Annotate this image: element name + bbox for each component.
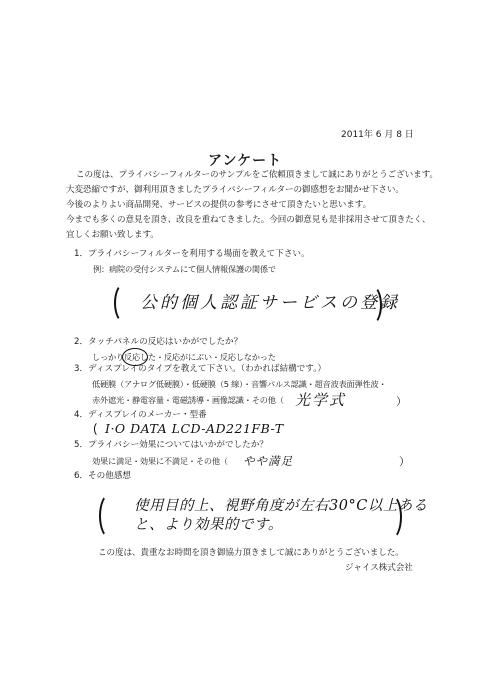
answer-1-open-paren	[114, 283, 134, 323]
closing-message: この度は、貴重なお時間を頂き御協力頂きまして誠にありがとうございました。	[98, 548, 404, 558]
answer-1-handwritten: 公的個人認証サービスの登録	[140, 293, 400, 313]
answer-6-line-1: 使用目的上、視野角度が左右30°C以上ある	[134, 498, 428, 514]
answer-3-close-paren: ）	[396, 395, 407, 408]
intro-line: 宜しくお願い致します。	[66, 230, 159, 240]
question-5: 5．プライバシー効果についてはいかがでしたか？	[74, 440, 268, 450]
answer-6-close-paren	[380, 494, 402, 540]
question-3-options-line-2: 赤外遮光・静電容量・電磁誘導・画像認識・その他（	[92, 395, 284, 405]
question-4: 4．ディスプレイのメーカー・型番	[74, 410, 207, 420]
question-1-example: 例：病院の受付システムにて個人情報保護の関係で	[93, 264, 276, 274]
intro-line: 大変恐縮ですが、御利用頂きましたプライバシーフィルターの御感想をお聞かせ下さい。	[66, 185, 404, 195]
question-2-options: しっかり反応した・反応がにぶい・反応しなかった	[92, 352, 276, 362]
answer-4-handwritten: I·O DATA LCD-AD221FB-T	[105, 421, 284, 436]
intro-line: 今後のよりよい商品開発、サービスの提供の参考にさせて頂きたいと思います。	[66, 200, 372, 210]
question-3-options-line-1: 低硬膜（アナログ低硬膜）・低硬膜（5 線）・音響パルス認識・超音波表面弾性波・	[92, 379, 387, 389]
question-1: 1．プライバシーフィルターを利用する場面を教えて下さい。	[74, 249, 310, 259]
question-6: 6．その他感想	[74, 471, 132, 481]
answer-6-open-paren	[99, 493, 121, 539]
company-name: ジャイス株式会社	[345, 563, 413, 573]
question-3: 3．ディスプレイのタイプを教えて下さい。（わかれば結構です。）	[74, 364, 327, 374]
answer-6-line-2: と、より効果的です。	[134, 517, 283, 533]
answer-5-close-paren: ）	[399, 455, 410, 468]
intro-line: 今までも多くの意見を頂き、改良を重ねてきました。今回の御意見も是非採用させて頂きたく、	[66, 215, 431, 225]
survey-date: 2011年 6 月 8 日	[341, 130, 414, 140]
question-2: 2．タッチパネルの反応はいかがでしたか？	[74, 337, 243, 347]
answer-3-handwritten: 光学式	[295, 391, 347, 409]
intro-line: この度は、プライバシーフィルターのサンプルをご依頼頂きまして誠にありがとうございます。	[76, 170, 438, 180]
answer-1-close-paren	[362, 285, 382, 325]
question-5-options: 効果に満足・効果に不満足・その他（	[92, 456, 228, 466]
answer-5-handwritten: やや満足	[243, 454, 293, 468]
page-title: アンケート	[208, 153, 283, 169]
